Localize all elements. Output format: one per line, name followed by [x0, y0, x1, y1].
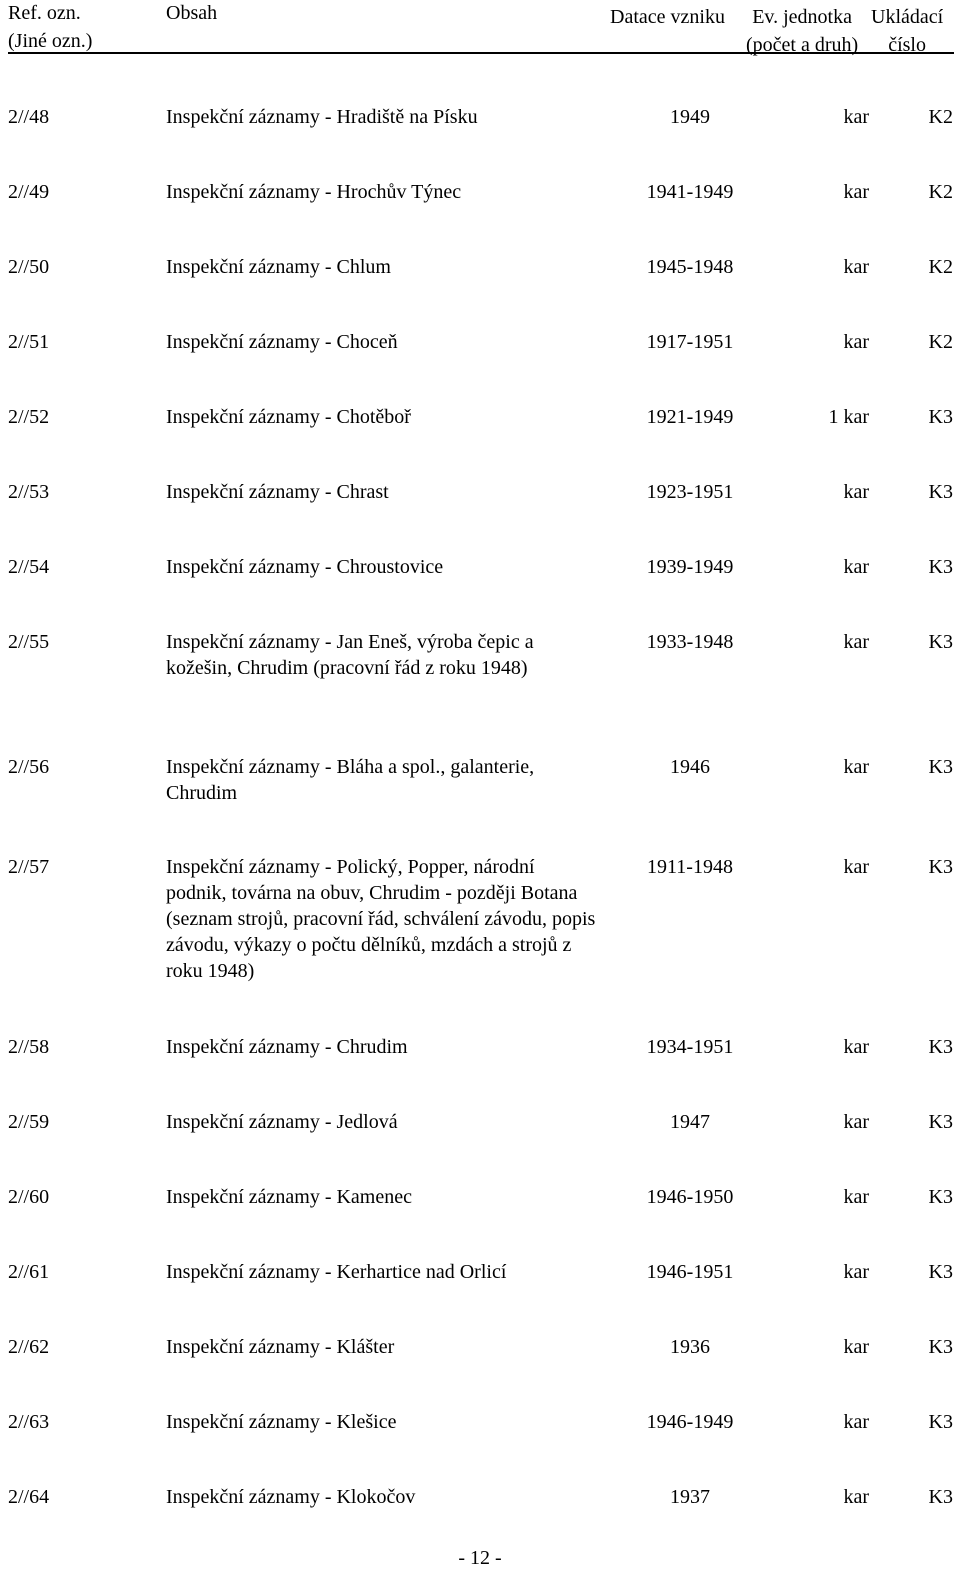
- ref-cell: 2//58: [8, 1036, 50, 1058]
- num-cell: K3: [928, 406, 953, 428]
- obsah-cell: Inspekční záznamy - Choceň: [166, 331, 398, 353]
- obsah-cell: Inspekční záznamy - Chroustovice: [166, 556, 444, 578]
- header-obsah: Obsah: [166, 2, 218, 24]
- ref-cell: 2//53: [8, 481, 50, 503]
- num-cell: K3: [928, 1036, 953, 1058]
- obsah-cell: Inspekční záznamy - Polický, Popper, národní podnik, továrna na obuv, Chrudim - později Botana (seznam strojů, pracovní řád, schválení závodu, popis závodu, výkazy o počtu dělníků, mzdách a strojů z roku 1948): [166, 856, 596, 982]
- header-unit-line1: Ev. jednotka: [752, 6, 852, 28]
- ref-cell: 2//52: [8, 406, 50, 428]
- num-cell: K3: [928, 631, 953, 653]
- unit-cell: kar: [843, 1486, 869, 1508]
- header-ref-line1: Ref. ozn.: [8, 2, 81, 24]
- header-num-line2: číslo: [888, 34, 926, 56]
- ref-cell: 2//50: [8, 256, 50, 278]
- header-ref: [8, 0, 92, 55]
- header-divider: [8, 52, 954, 54]
- obsah-cell: Inspekční záznamy - Kerhartice nad Orlicí: [166, 1261, 507, 1283]
- date-cell: 1941-1949: [646, 181, 734, 203]
- ref-cell: 2//48: [8, 106, 50, 128]
- unit-cell: kar: [843, 756, 869, 778]
- obsah-cell: Inspekční záznamy - Chrudim: [166, 1036, 408, 1058]
- obsah-cell: Inspekční záznamy - Hradiště na Písku: [166, 106, 478, 128]
- header-ref-line2: (Jiné ozn.): [8, 30, 93, 52]
- unit-cell: kar: [843, 1036, 869, 1058]
- date-cell: 1946: [670, 756, 710, 778]
- table-header: [0, 0, 960, 56]
- num-cell: K3: [928, 756, 953, 778]
- date-cell: 1934-1951: [646, 1036, 734, 1058]
- date-cell: 1911-1948: [647, 856, 733, 878]
- page-number: - 12 -: [458, 1547, 502, 1569]
- ref-cell: 2//55: [8, 631, 50, 653]
- unit-cell: kar: [843, 181, 869, 203]
- num-cell: K3: [928, 1111, 953, 1133]
- obsah-cell: Inspekční záznamy - Jan Eneš, výroba čepic a kožešin, Chrudim (pracovní řád z roku 1948): [166, 631, 534, 679]
- ref-cell: 2//63: [8, 1411, 50, 1433]
- ref-cell: 2//54: [8, 556, 50, 578]
- unit-cell: kar: [843, 481, 869, 503]
- num-cell: K3: [928, 1336, 953, 1358]
- ref-cell: 2//51: [8, 331, 50, 353]
- num-cell: K3: [928, 856, 953, 878]
- obsah-cell: Inspekční záznamy - Klokočov: [166, 1486, 416, 1508]
- date-cell: 1947: [670, 1111, 710, 1133]
- date-cell: 1945-1948: [646, 256, 734, 278]
- obsah-cell: Inspekční záznamy - Klášter: [166, 1336, 395, 1358]
- ref-cell: 2//56: [8, 756, 50, 778]
- unit-cell: kar: [843, 1111, 869, 1133]
- num-cell: K3: [928, 556, 953, 578]
- date-cell: 1946-1950: [646, 1186, 734, 1208]
- num-cell: K3: [928, 1186, 953, 1208]
- header-unit: [746, 3, 858, 59]
- date-cell: 1917-1951: [646, 331, 734, 353]
- header-num: [871, 3, 943, 59]
- num-cell: K2: [928, 331, 953, 353]
- date-cell: 1937: [670, 1486, 710, 1508]
- header-unit-line2: (počet a druh): [746, 34, 859, 56]
- header-num-line1: Ukládací: [871, 6, 944, 28]
- obsah-cell: Inspekční záznamy - Kamenec: [166, 1186, 412, 1208]
- date-cell: 1946-1951: [646, 1261, 734, 1283]
- ref-cell: 2//57: [8, 856, 50, 878]
- num-cell: K3: [928, 1486, 953, 1508]
- ref-cell: 2//61: [8, 1261, 50, 1283]
- ref-cell: 2//60: [8, 1186, 50, 1208]
- date-cell: 1946-1949: [646, 1411, 734, 1433]
- unit-cell: kar: [843, 1336, 869, 1358]
- obsah-cell: Inspekční záznamy - Chrast: [166, 481, 389, 503]
- obsah-cell: Inspekční záznamy - Chlum: [166, 256, 391, 278]
- obsah-cell: Inspekční záznamy - Klešice: [166, 1411, 397, 1433]
- num-cell: K2: [928, 106, 953, 128]
- num-cell: K2: [928, 181, 953, 203]
- obsah-cell: Inspekční záznamy - Bláha a spol., galanterie, Chrudim: [166, 756, 535, 804]
- obsah-cell: Inspekční záznamy - Hrochův Týnec: [166, 181, 462, 203]
- unit-cell: kar: [843, 1186, 869, 1208]
- date-cell: 1921-1949: [646, 406, 734, 428]
- num-cell: K3: [928, 1261, 953, 1283]
- date-cell: 1936: [670, 1336, 710, 1358]
- unit-cell: kar: [843, 256, 869, 278]
- ref-cell: 2//64: [8, 1486, 50, 1508]
- unit-cell: 1 kar: [828, 406, 869, 428]
- num-cell: K2: [928, 256, 953, 278]
- unit-cell: kar: [843, 1411, 869, 1433]
- num-cell: K3: [928, 481, 953, 503]
- unit-cell: kar: [843, 106, 869, 128]
- date-cell: 1933-1948: [646, 631, 734, 653]
- date-cell: 1923-1951: [646, 481, 734, 503]
- ref-cell: 2//62: [8, 1336, 50, 1358]
- ref-cell: 2//49: [8, 181, 50, 203]
- unit-cell: kar: [843, 556, 869, 578]
- date-cell: 1949: [670, 106, 710, 128]
- unit-cell: kar: [843, 1261, 869, 1283]
- unit-cell: kar: [843, 631, 869, 653]
- header-datace: Datace vzniku: [610, 6, 725, 28]
- unit-cell: kar: [843, 331, 869, 353]
- unit-cell: kar: [843, 856, 869, 878]
- obsah-cell: Inspekční záznamy - Jedlová: [166, 1111, 398, 1133]
- num-cell: K3: [928, 1411, 953, 1433]
- obsah-cell: Inspekční záznamy - Chotěboř: [166, 406, 411, 428]
- date-cell: 1939-1949: [646, 556, 734, 578]
- ref-cell: 2//59: [8, 1111, 50, 1133]
